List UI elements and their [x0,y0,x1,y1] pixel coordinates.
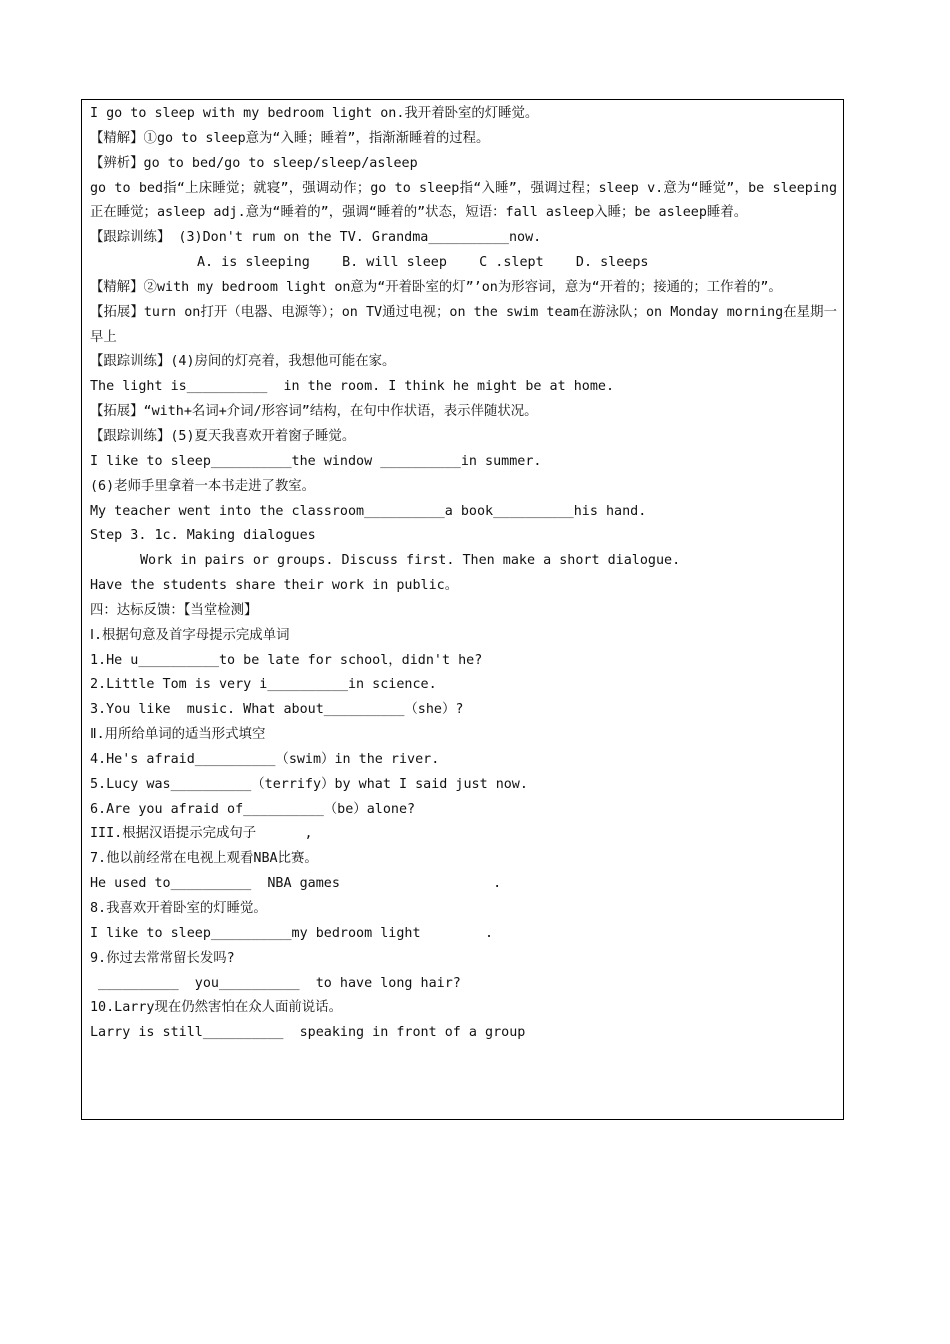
exercise-item: 8.我喜欢开着卧室的灯睡觉。 [90,901,267,916]
text-paragraph: 【精解】②with my bedroom light on意为“开着卧室的灯”’on为形容词，意为“开着的；接通的；工作着的”。 [90,279,782,295]
exercise-item: 6.Are you afraid of__________（be）alone? [90,801,416,817]
document-content [90,102,837,1046]
exercise-item: 3.You like music. What about__________（she）? [90,702,464,718]
exercise-item: 2.Little Tom is very i__________in science. [90,677,437,693]
text-line: 【跟踪训练】(4)房间的灯亮着，我想他可能在家。 [90,354,396,370]
section-heading: 四：达标反馈：【当堂检测】 [90,602,258,618]
text-line: 【辨析】go to bed/go to sleep/sleep/asleep [90,155,418,171]
text-line: (6)老师手里拿着一本书走进了教室。 [90,478,316,494]
text-line: 【跟踪训练】 (3)Don't rum on the TV. Grandma__________now. [90,230,542,246]
text-line: 【跟踪训练】(5)夏天我喜欢开着窗子睡觉。 [90,428,356,444]
section-heading: Ⅱ.用所给单词的适当形式填空 [90,727,266,743]
text-line: My teacher went into the classroom__________a book__________his hand. [90,503,647,519]
exercise-item: 9.你过去常常留长发吗? [90,950,235,966]
exercise-item: 1.He u__________to be late for school，didn't he? [90,652,483,668]
text-paragraph: 【拓展】turn on打开（电器、电源等）；on TV通过电视；on the swim team在游泳队；on Monday morning在星期一早上 [90,304,837,345]
exercise-item: 5.Lucy was__________（terrify）by what I said just now. [90,776,528,792]
answer-options: A. is sleeping B. will sleep C .slept D. sleeps [197,255,649,271]
section-heading: III.根据汉语提示完成句子 , [90,826,313,842]
text-line: Work in pairs or groups. Discuss first. Then make a short dialogue. [140,553,681,569]
text-line: 【拓展】“with+名词+介词/形容词”结构，在句中作状语，表示伴随状况。 [90,404,538,420]
text-line: I like to sleep__________the window __________in summer. [90,453,542,469]
exercise-item: __________ you__________ to have long hair? [90,975,461,991]
step-heading: Step 3. 1c. Making dialogues [90,528,316,544]
exercise-item: He used to__________ NBA games . [90,876,502,892]
exercise-item: 4.He's afraid__________（swim）in the river. [90,751,440,767]
exercise-item: Larry is still__________ speaking in front of a group [90,1025,526,1041]
text-line: I go to sleep with my bedroom light on.我开着卧室的灯睡觉。 [90,106,539,121]
section-heading: Ⅰ.根据句意及首字母提示完成单词 [90,627,290,643]
text-line: Have the students share their work in public。 [90,578,459,594]
exercise-item: I like to sleep__________my bedroom light . [90,925,494,941]
exercise-item: 10.Larry现在仍然害怕在众人面前说话。 [90,1000,342,1016]
text-paragraph: go to bed指“上床睡觉；就寝”，强调动作；go to sleep指“入睡”，强调过程；sleep v.意为“睡觉”，be sleeping正在睡觉；asleep adj.意为“睡着的”，强调“睡着的”状态，短语：fall asleep入睡；be asleep睡着。 [90,180,837,221]
exercise-item: 7.他以前经常在电视上观看NBA比赛。 [90,851,318,867]
document-frame [81,99,844,1120]
text-line: The light is__________ in the room. I think he might be at home. [90,379,615,395]
text-line: 【精解】①go to sleep意为“入睡；睡着”，指渐渐睡着的过程。 [90,130,490,146]
